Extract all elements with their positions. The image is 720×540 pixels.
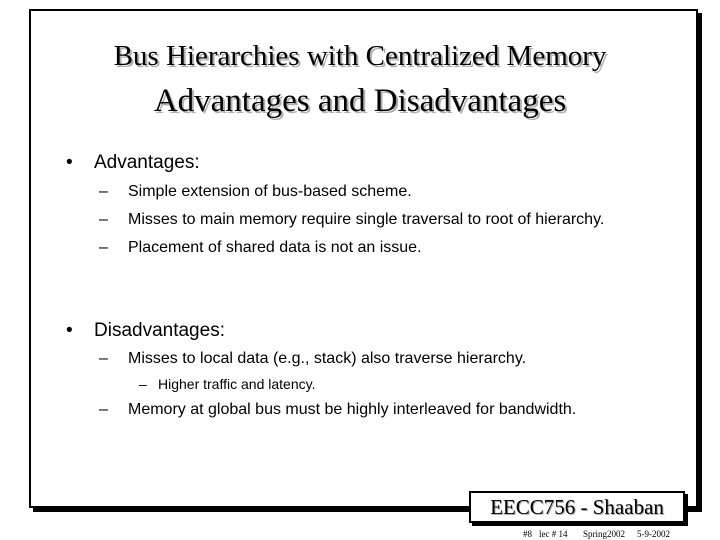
advantage-item — [99, 211, 605, 229]
course-footer-box — [469, 491, 685, 523]
disadvantage-item — [99, 350, 527, 368]
advantage-item — [99, 239, 422, 257]
bullet-icon: • — [66, 320, 73, 341]
slide-title-text: Bus Hierarchies with Centralized Memory — [113, 40, 607, 72]
course-footer-text: EECC756 - Shaaban — [490, 495, 664, 519]
disadvantage-subitem — [139, 376, 316, 392]
disadvantages-heading — [66, 320, 225, 342]
advantage-item — [99, 183, 412, 201]
dash-icon: – — [139, 376, 147, 392]
bullet-icon: • — [66, 152, 73, 173]
disadvantage-item-text: Misses to local data (e.g., stack) also traverse hierarchy. — [128, 350, 527, 367]
slide-subtitle — [0, 83, 720, 120]
dash-icon: – — [99, 211, 108, 228]
slide-subtitle-text: Advantages and Disadvantages — [153, 83, 567, 119]
footer-lecture: lec # 14 — [539, 529, 568, 539]
advantage-item-text: Misses to main memory require single traversal to root of hierarchy. — [128, 211, 605, 228]
disadvantages-heading-text: Disadvantages: — [94, 320, 225, 341]
dash-icon: – — [99, 183, 108, 200]
disadvantage-item-text: Memory at global bus must be highly interleaved for bandwidth. — [128, 401, 577, 418]
disadvantage-item — [99, 401, 577, 419]
advantages-heading — [66, 152, 200, 174]
dash-icon: – — [99, 350, 108, 367]
advantages-heading-text: Advantages: — [94, 152, 200, 173]
disadvantage-subitem-text: Higher traffic and latency. — [158, 376, 316, 392]
footer-term: Spring2002 — [583, 529, 626, 539]
footer-date: 5-9-2002 — [637, 529, 670, 539]
dash-icon: – — [99, 239, 108, 256]
slide-title — [0, 40, 720, 73]
footer-slide-number: #8 — [523, 529, 532, 539]
advantage-item-text: Simple extension of bus-based scheme. — [128, 183, 412, 200]
dash-icon: – — [99, 401, 108, 418]
advantage-item-text: Placement of shared data is not an issue. — [128, 239, 422, 256]
